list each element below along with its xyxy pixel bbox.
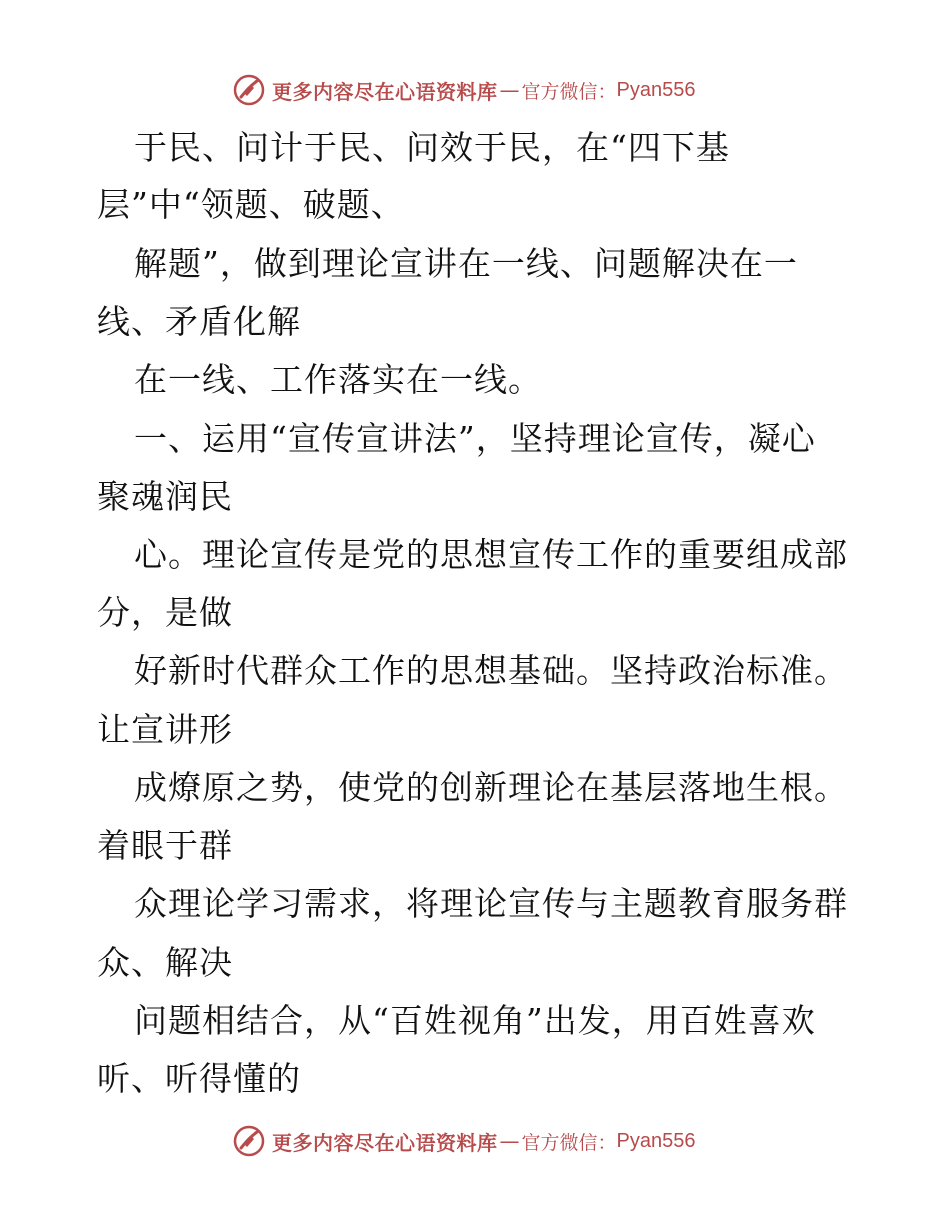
text-line-3: 解题”，做到理论宣讲在一线、问题解决在一 [134,244,798,283]
watermark-label: 官方微信： [521,80,617,103]
text-line-7: 聚魂润民 [97,477,233,516]
watermark-main-text: 更多内容尽在心语资料库 [272,79,498,104]
watermark-main-text: 更多内容尽在心语资料库 [272,1130,498,1155]
text-line-17: 听、听得懂的 [97,1059,301,1098]
text-line-12: 成燎原之势，使党的创新理论在基层落地生根。 [134,768,848,807]
text-line-6: 一、运用“宣传宣讲法”，坚持理论宣传，凝心 [134,419,816,458]
watermark-separator: — [499,78,520,102]
text-line-1: 于民、问计于民、问效于民，在“四下基 [134,128,730,167]
watermark-separator: — [499,1129,520,1153]
text-line-10: 好新时代群众工作的思想基础。坚持政治标准。 [134,651,848,690]
text-line-11: 让宣讲形 [97,710,233,749]
text-line-8: 心。理论宣传是党的思想宣传工作的重要组成部 [134,535,848,574]
watermark-label: 官方微信： [521,1131,617,1154]
text-line-15: 众、解决 [97,943,233,982]
footer-watermark [232,1121,732,1161]
text-line-5: 在一线、工作落实在一线。 [134,360,542,399]
watermark-id: Pyan556 [616,78,696,101]
brush-logo-icon [232,1124,266,1158]
text-line-9: 分，是做 [97,593,233,632]
text-line-13: 着眼于群 [97,826,233,865]
text-line-16: 问题相结合，从“百姓视角”出发，用百姓喜欢 [134,1001,816,1040]
text-line-14: 众理论学习需求，将理论宣传与主题教育服务群 [134,884,848,923]
watermark-id: Pyan556 [616,1129,696,1152]
text-line-2: 层”中“领题、破题、 [97,185,405,224]
text-line-4: 线、矛盾化解 [97,302,301,341]
